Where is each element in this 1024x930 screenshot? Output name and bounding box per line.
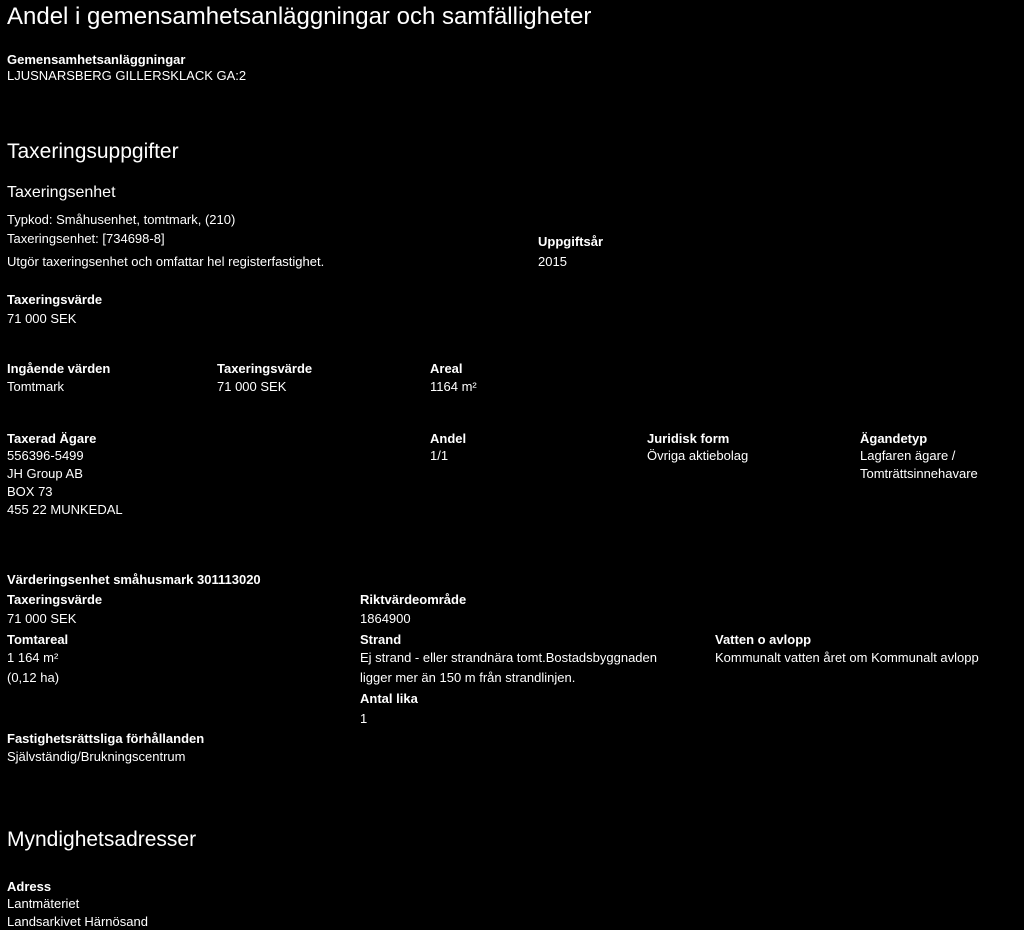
adress-line: Landsarkivet Härnösand xyxy=(7,914,148,929)
agandetyp-value xyxy=(860,447,978,482)
adress-line: Lantmäteriet xyxy=(7,896,80,911)
agandetyp-line: Tomträttsinnehavare xyxy=(860,466,978,481)
tomtareal-value xyxy=(7,649,59,686)
fastighetsrattsliga-value: Självständig/Brukningscentrum xyxy=(7,749,186,764)
fastighetsrattsliga-label: Fastighetsrättsliga förhållanden xyxy=(7,731,205,746)
tomtareal-ha: (0,12 ha) xyxy=(7,670,60,685)
strand-line: ligger mer än 150 m från strandlinjen. xyxy=(360,670,576,685)
agare-orgnr: 556396-5499 xyxy=(7,448,84,463)
tomtareal-kvm: 1 164 m² xyxy=(7,650,59,665)
andel-value: 1/1 xyxy=(430,448,449,463)
page-title: Andel i gemensamhetsanläggningar och samfälligheter xyxy=(7,3,592,30)
uppgiftsar-value: 2015 xyxy=(538,254,567,269)
ingaende-taxeringsvarde-value: 71 000 SEK xyxy=(217,379,287,394)
tomtareal-label: Tomtareal xyxy=(7,632,69,647)
juridisk-form-label: Juridisk form xyxy=(647,431,730,446)
andel-label: Andel xyxy=(430,431,467,446)
antal-lika-value: 1 xyxy=(360,711,368,726)
agare-postort: 455 22 MUNKEDAL xyxy=(7,502,123,517)
ingaende-label: Ingående värden xyxy=(7,361,111,376)
typkod-text: Typkod: Småhusenhet, tomtmark, (210) xyxy=(7,212,236,227)
vardering-heading: Värderingsenhet småhusmark 301113020 xyxy=(7,572,261,587)
ga-value: LJUSNARSBERG GILLERSKLACK GA:2 xyxy=(7,68,247,83)
riktvarde-value: 1864900 xyxy=(360,611,411,626)
myndighet-heading: Myndighetsadresser xyxy=(7,828,197,851)
taxeringsenhet-heading: Taxeringsenhet xyxy=(7,184,116,201)
vatten-avlopp-value: Kommunalt vatten året om Kommunalt avlopp xyxy=(715,650,979,665)
omfattning-text: Utgör taxeringsenhet och omfattar hel registerfastighet. xyxy=(7,254,325,269)
strand-label: Strand xyxy=(360,632,402,647)
areal-value: 1164 m² xyxy=(430,379,477,394)
ingaende-value: Tomtmark xyxy=(7,379,65,394)
ga-label: Gemensamhetsanläggningar xyxy=(7,52,186,67)
strand-value xyxy=(360,649,657,686)
agandetyp-label: Ägandetyp xyxy=(860,431,928,446)
adress-label: Adress xyxy=(7,879,52,894)
agare-namn: JH Group AB xyxy=(7,466,83,481)
taxeringsvarde-label: Taxeringsvärde xyxy=(7,292,103,307)
areal-label: Areal xyxy=(430,361,463,376)
antal-lika-label: Antal lika xyxy=(360,691,418,706)
vatten-avlopp-label: Vatten o avlopp xyxy=(715,632,812,647)
ingaende-taxeringsvarde-label: Taxeringsvärde xyxy=(217,361,313,376)
vardering-tv-value: 71 000 SEK xyxy=(7,611,77,626)
uppgiftsar-label: Uppgiftsår xyxy=(538,234,603,249)
agandetyp-line: Lagfaren ägare / xyxy=(860,448,956,463)
agare-box: BOX 73 xyxy=(7,484,53,499)
strand-line: Ej strand - eller strandnära tomt.Bostadsbyggnaden xyxy=(360,650,658,665)
vardering-tv-label: Taxeringsvärde xyxy=(7,592,103,607)
taxeringsvarde-value: 71 000 SEK xyxy=(7,311,77,326)
agare-block xyxy=(7,447,123,518)
juridisk-form-value: Övriga aktiebolag xyxy=(647,448,749,463)
taxeringsenhet-text: Taxeringsenhet: [734698-8] xyxy=(7,231,165,246)
riktvarde-label: Riktvärdeområde xyxy=(360,592,467,607)
adress-value xyxy=(7,895,148,930)
taxering-heading: Taxeringsuppgifter xyxy=(7,140,179,163)
agare-label: Taxerad Ägare xyxy=(7,431,97,446)
